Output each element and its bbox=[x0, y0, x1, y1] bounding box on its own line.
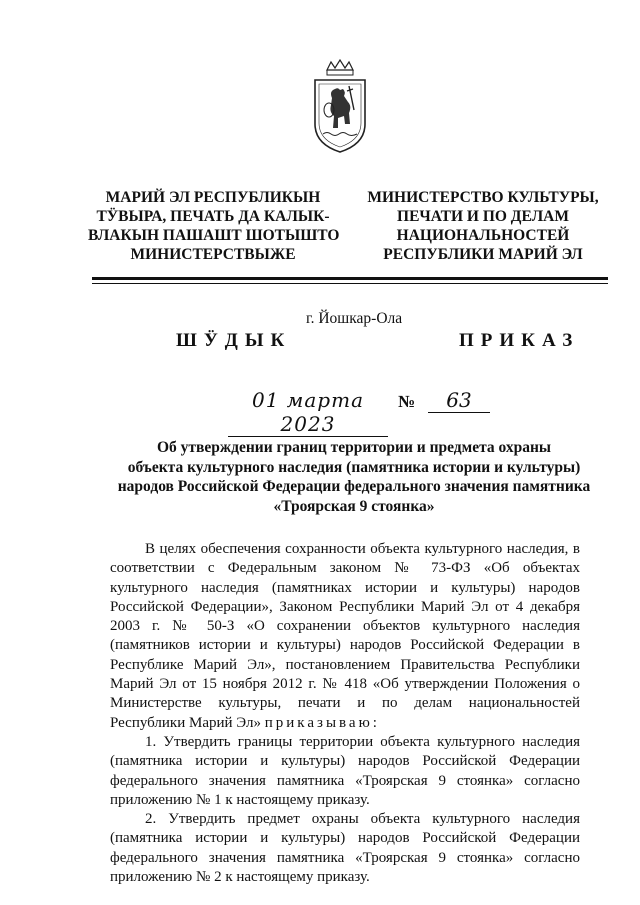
number-sign: № bbox=[398, 392, 416, 411]
order-word: приказываю: bbox=[264, 714, 380, 731]
ministry-name-mari: МАРИЙ ЭЛ РЕСПУБЛИКЫН ТӰВЫРА, ПЕЧАТЬ ДА КАЛЫК- ВЛАКЫН ПАШАШТ ШОТЫШТО МИНИСТЕРСТВЫЖЕ bbox=[88, 189, 340, 263]
order-number: 63 bbox=[428, 388, 490, 413]
ministry-name-russian: МИНИСТЕРСТВО КУЛЬТУРЫ, ПЕЧАТИ И ПО ДЕЛАМ НАЦИОНАЛЬНОСТЕЙ РЕСПУБЛИКИ МАРИЙ ЭЛ bbox=[367, 189, 599, 263]
header-divider-thick bbox=[92, 277, 608, 280]
coat-of-arms-bear-icon bbox=[305, 58, 375, 156]
header-divider-thin bbox=[92, 283, 608, 284]
item-1-paragraph: 1. Утвердить границы территории объекта культурного наследия (памятника истории и культуры) народов Российской Федерации федерального значения памятника «Троярская 9 стоянка» согласно приложению № 1 к настоящему приказу. bbox=[110, 733, 580, 808]
document-body bbox=[110, 540, 580, 887]
order-title-russian: ПРИКАЗ bbox=[459, 330, 580, 351]
order-date: 01 марта 2023 bbox=[228, 388, 388, 437]
order-date-number-row bbox=[228, 388, 498, 436]
order-title-mari: ШӰДЫК bbox=[176, 330, 292, 351]
city-name: г. Йошкар-Ола bbox=[306, 310, 403, 327]
item-2-paragraph: 2. Утвердить предмет охраны объекта культурного наследия (памятника истории и культуры) народов Российской Федерации федерального значения памятника «Троярская 9 стоянка» согласно приложению № 2 к настоящему приказу. bbox=[110, 811, 580, 886]
preamble-paragraph: В целях обеспечения сохранности объекта культурного наследия, в соответствии с Федеральным законом № 73-ФЗ «Об объектах культурного наследия (памятниках истории и культуры) народов Российской Федерации», Законом Республики Марий Эл от 4 декабря 2003 г. № 50-З «О сохранении объектов культурного наследия (памятников истории и культуры) народов Российской Федерации в Республике Марий Эл», постановлением Правительства Республики Марий Эл от 15 ноября 2012 г. № 418 «Об утверждении Положения о Министерстве культуры, печати и по делам национальностей Республики Марий Эл» приказываю: bbox=[110, 541, 580, 731]
document-title: Об утверждении границ территории и предмета охраны объекта культурного наследия (памятника истории и культуры) народов Российской Федерации федерального значения памятника «Троярская 9 стоянка» bbox=[117, 439, 591, 515]
